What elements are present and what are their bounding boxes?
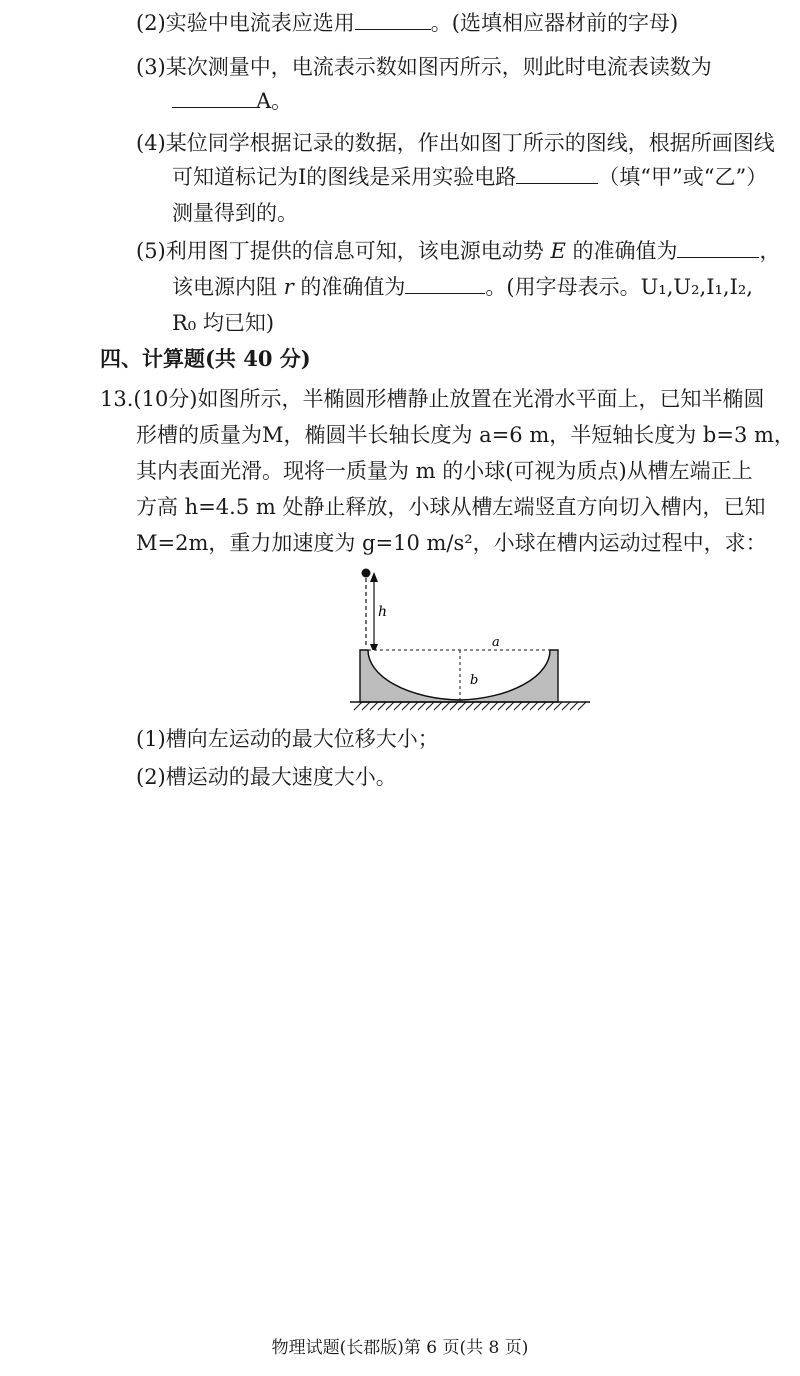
q12-item5-r: r: [283, 275, 294, 299]
q12-item5-line2-post: 。(用字母表示。U₁,U₂,I₁,I₂,: [485, 275, 753, 299]
q12-item5-line2-mid: 的准确值为: [300, 275, 406, 299]
q13-sub2: (2)槽运动的最大速度大小。: [136, 765, 397, 789]
q12-item2-blank[interactable]: [355, 9, 431, 30]
q13-line2: 形槽的质量为M，椭圆半长轴长度为 a=6 m，半短轴长度为 b=3 m，: [136, 423, 795, 447]
q12-item5-blank-r[interactable]: [405, 273, 485, 294]
trough-figure: [350, 560, 610, 720]
q13-line5: M=2m，重力加速度为 g=10 m/s²，小球在槽内运动过程中，求：: [136, 531, 767, 555]
section4-title: 四、计算题(共 40 分): [100, 346, 311, 371]
q12-item4-line1: (4)某位同学根据记录的数据，作出如图丁所示的图线，根据所画图线: [136, 131, 775, 155]
q12-item2-pre: (2)实验中电流表应选用: [136, 11, 355, 35]
ground-hatching: [354, 702, 586, 710]
q13-line3: 其内表面光滑。现将一质量为 m 的小球(可视为质点)从槽左端正上: [136, 459, 753, 483]
q12-item3-line1: (3)某次测量中，电流表示数如图丙所示，则此时电流表读数为: [136, 55, 712, 79]
q12-item5-line2-pre: 该电源内阻: [172, 275, 277, 299]
q12-item4-blank[interactable]: [516, 163, 598, 184]
label-b: b: [470, 673, 479, 688]
label-h: h: [378, 604, 388, 620]
q12-item5-blank-E[interactable]: [677, 237, 759, 258]
page-footer: 物理试题(长郡版)第 6 页(共 8 页): [271, 1338, 529, 1358]
ball: [362, 569, 371, 578]
q12-item5-line3: R₀ 均已知): [172, 311, 275, 335]
q13-sub1: (1)槽向左运动的最大位移大小；: [136, 727, 439, 751]
q12-item4-line2-pre: 可知道标记为Ⅰ的图线是采用实验电路: [172, 165, 517, 189]
q12-item4-line2-post: （填“甲”或“乙”）: [598, 165, 768, 189]
q12-item2: [136, 8, 678, 38]
label-a: a: [492, 635, 500, 650]
h-arrow-head-top: [370, 572, 378, 582]
q12-item5-line1: [136, 236, 780, 266]
q13-line4: 方高 h=4.5 m 处静止释放，小球从槽左端竖直方向切入槽内，已知: [136, 495, 766, 519]
q12-item4-line3: 测量得到的。: [172, 201, 298, 225]
q12-item3-blank[interactable]: [172, 87, 256, 108]
q12-item5-E: E: [550, 239, 566, 263]
q12-item3-unit: A。: [256, 89, 293, 113]
q12-item5-line1-pre: (5)利用图丁提供的信息可知，该电源电动势: [136, 239, 544, 263]
q12-item5-line1-mid: 的准确值为: [572, 239, 678, 263]
q13-line1: 13.(10分)如图所示，半椭圆形槽静止放置在光滑水平面上，已知半椭圆: [100, 387, 765, 411]
q12-item4-line2: [172, 162, 767, 192]
q12-item3-line2: [172, 86, 292, 116]
q12-item5-line2: [172, 272, 753, 302]
q12-item5-line1-post: ，: [759, 239, 781, 263]
q12-item2-post: 。(选填相应器材前的字母): [430, 11, 679, 35]
